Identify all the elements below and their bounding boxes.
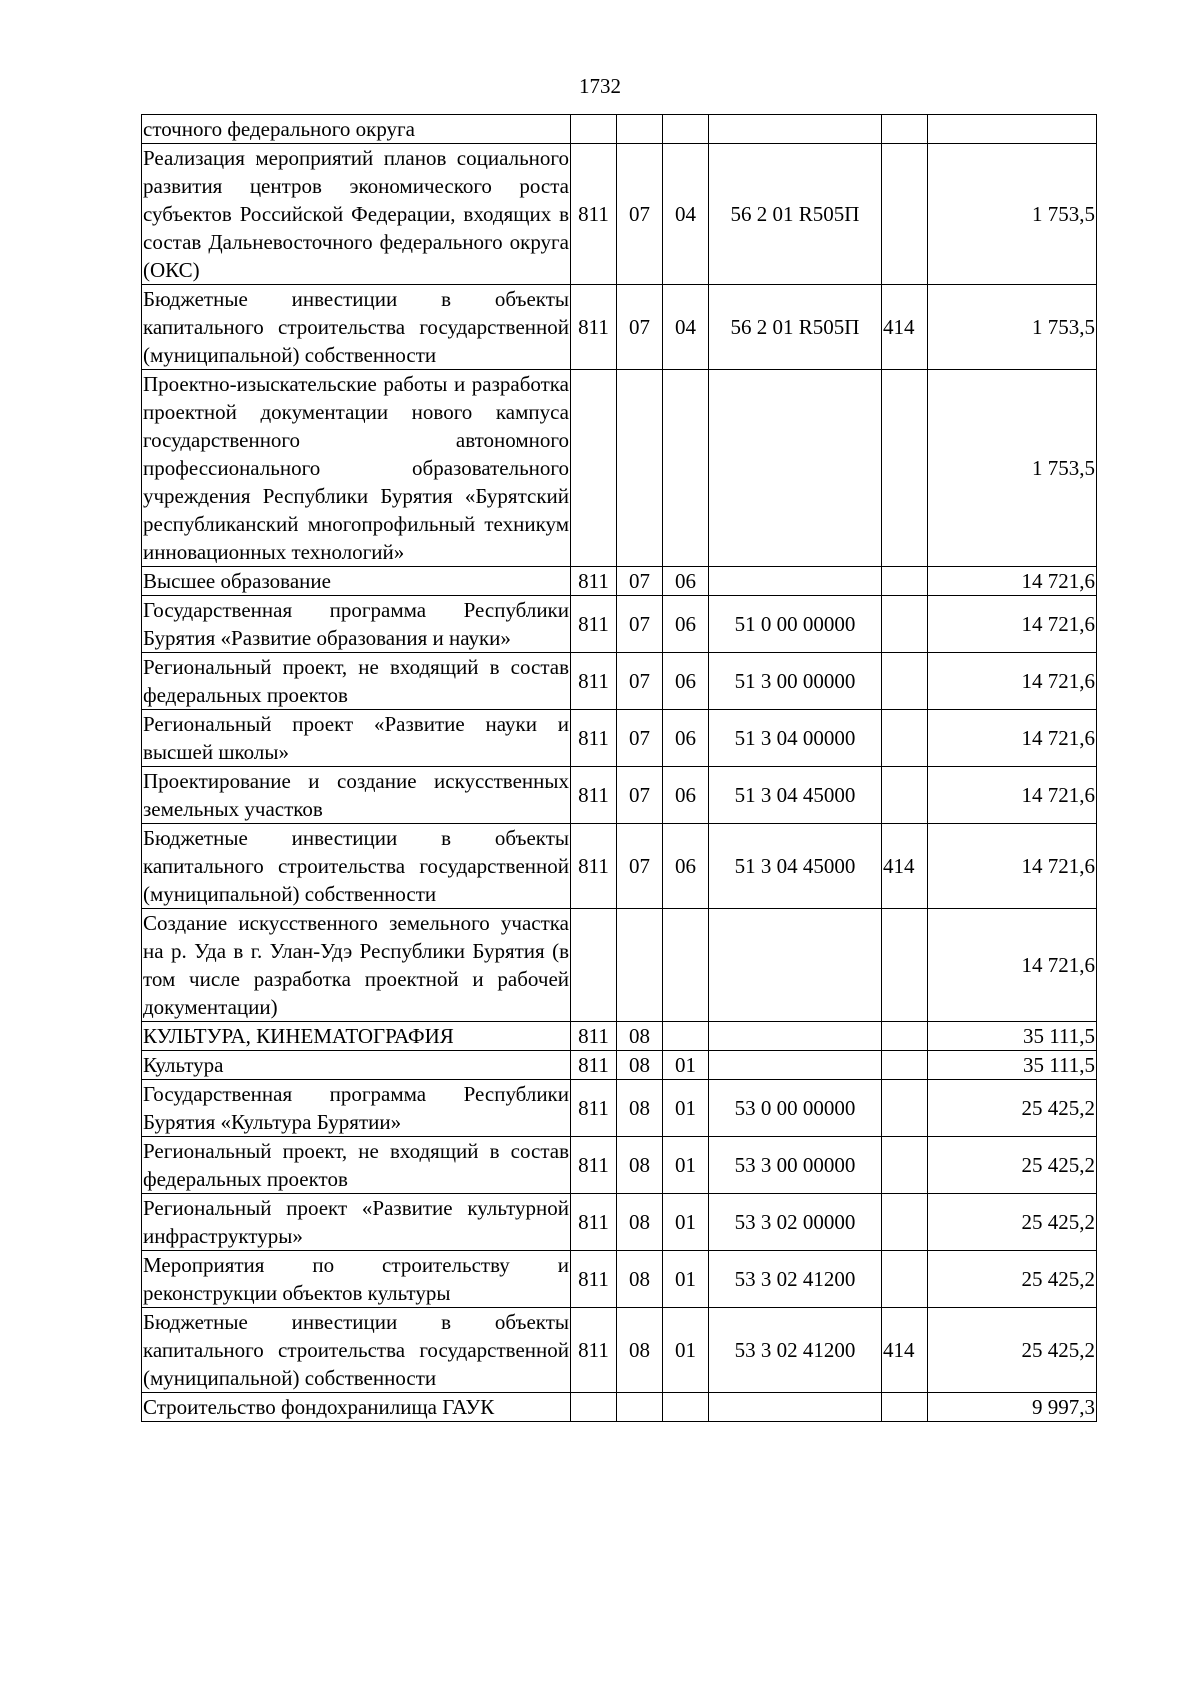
- table-row: [142, 285, 1097, 370]
- row-subsection-cell: 06: [663, 824, 709, 909]
- row-expense-type-cell: [882, 596, 928, 653]
- budget-table: [141, 114, 1097, 1422]
- row-section-cell: 08: [617, 1137, 663, 1194]
- row-amount-cell: [928, 115, 1097, 144]
- row-subsection-cell: 04: [663, 285, 709, 370]
- row-section-cell: [617, 909, 663, 1022]
- row-target-article-cell: [709, 1022, 882, 1051]
- row-subsection-cell: 06: [663, 596, 709, 653]
- row-section-cell: 07: [617, 824, 663, 909]
- page-number: 1732: [579, 74, 621, 98]
- table-row: [142, 710, 1097, 767]
- row-grbs-cell: 811: [571, 1022, 617, 1051]
- row-name-cell: Реализация мероприятий планов социального развития центров экономического роста субъектов Российской Федерации, входящих в состав Дальневосточного федерального округа (ОКС): [142, 144, 571, 285]
- row-section-cell: 08: [617, 1022, 663, 1051]
- row-subsection-cell: 06: [663, 710, 709, 767]
- row-target-article-cell: [709, 115, 882, 144]
- row-expense-type-cell: [882, 1393, 928, 1422]
- row-expense-type-cell: [882, 115, 928, 144]
- row-subsection-cell: 01: [663, 1051, 709, 1080]
- row-amount-cell: 9 997,3: [928, 1393, 1097, 1422]
- row-name-cell: Проектно-изыскательские работы и разработка проектной документации нового кампуса государственного автономного профессионального образовательного учреждения Республики Бурятия «Бурятский республиканский многопрофильный техникум инновационных технологий»: [142, 370, 571, 567]
- row-target-article-cell: [709, 1393, 882, 1422]
- row-subsection-cell: [663, 909, 709, 1022]
- row-section-cell: 07: [617, 653, 663, 710]
- row-target-article-cell: [709, 1051, 882, 1080]
- row-amount-cell: 14 721,6: [928, 653, 1097, 710]
- row-name-cell: Государственная программа Республики Бурятия «Развитие образования и науки»: [142, 596, 571, 653]
- row-name-cell: Региональный проект, не входящий в состав федеральных проектов: [142, 653, 571, 710]
- row-section-cell: 08: [617, 1194, 663, 1251]
- row-target-article-cell: [709, 370, 882, 567]
- table-row: [142, 115, 1097, 144]
- row-name-cell: сточного федерального округа: [142, 115, 571, 144]
- row-grbs-cell: 811: [571, 285, 617, 370]
- row-subsection-cell: 04: [663, 144, 709, 285]
- row-expense-type-cell: [882, 1194, 928, 1251]
- row-name-cell: Региональный проект, не входящий в состав федеральных проектов: [142, 1137, 571, 1194]
- row-target-article-cell: 53 3 02 00000: [709, 1194, 882, 1251]
- table-row: [142, 653, 1097, 710]
- row-name-cell: Бюджетные инвестиции в объекты капитального строительства государственной (муниципальной) собственности: [142, 1308, 571, 1393]
- row-name-cell: Государственная программа Республики Бурятия «Культура Бурятии»: [142, 1080, 571, 1137]
- row-amount-cell: 14 721,6: [928, 909, 1097, 1022]
- row-name-cell: Бюджетные инвестиции в объекты капитального строительства государственной (муниципальной) собственности: [142, 285, 571, 370]
- row-section-cell: 08: [617, 1080, 663, 1137]
- row-section-cell: 07: [617, 144, 663, 285]
- row-grbs-cell: 811: [571, 1194, 617, 1251]
- row-section-cell: 07: [617, 710, 663, 767]
- row-grbs-cell: 811: [571, 1080, 617, 1137]
- row-subsection-cell: 06: [663, 767, 709, 824]
- table-row: [142, 1051, 1097, 1080]
- row-grbs-cell: 811: [571, 767, 617, 824]
- row-expense-type-cell: [882, 1080, 928, 1137]
- row-expense-type-cell: [882, 710, 928, 767]
- row-target-article-cell: 53 3 00 00000: [709, 1137, 882, 1194]
- row-grbs-cell: 811: [571, 1251, 617, 1308]
- row-subsection-cell: 06: [663, 653, 709, 710]
- row-amount-cell: 35 111,5: [928, 1022, 1097, 1051]
- table-row: [142, 909, 1097, 1022]
- row-expense-type-cell: [882, 1137, 928, 1194]
- row-grbs-cell: 811: [571, 653, 617, 710]
- row-target-article-cell: 51 3 04 00000: [709, 710, 882, 767]
- row-amount-cell: 1 753,5: [928, 144, 1097, 285]
- row-subsection-cell: [663, 115, 709, 144]
- row-name-cell: Мероприятия по строительству и реконструкции объектов культуры: [142, 1251, 571, 1308]
- row-grbs-cell: 811: [571, 596, 617, 653]
- row-target-article-cell: 56 2 01 R505П: [709, 285, 882, 370]
- row-grbs-cell: 811: [571, 710, 617, 767]
- row-grbs-cell: [571, 1393, 617, 1422]
- row-grbs-cell: [571, 909, 617, 1022]
- table-row: [142, 144, 1097, 285]
- row-expense-type-cell: 414: [882, 285, 928, 370]
- row-target-article-cell: 51 3 04 45000: [709, 824, 882, 909]
- row-subsection-cell: [663, 1393, 709, 1422]
- row-amount-cell: 25 425,2: [928, 1251, 1097, 1308]
- row-section-cell: 08: [617, 1251, 663, 1308]
- row-expense-type-cell: [882, 1022, 928, 1051]
- row-name-cell: Бюджетные инвестиции в объекты капитального строительства государственной (муниципальной) собственности: [142, 824, 571, 909]
- table-row: [142, 767, 1097, 824]
- row-subsection-cell: 01: [663, 1308, 709, 1393]
- row-grbs-cell: 811: [571, 1308, 617, 1393]
- row-amount-cell: 25 425,2: [928, 1137, 1097, 1194]
- row-amount-cell: 14 721,6: [928, 767, 1097, 824]
- table-row: [142, 567, 1097, 596]
- row-subsection-cell: 01: [663, 1080, 709, 1137]
- row-amount-cell: 14 721,6: [928, 567, 1097, 596]
- row-name-cell: Культура: [142, 1051, 571, 1080]
- row-grbs-cell: 811: [571, 1137, 617, 1194]
- row-subsection-cell: 01: [663, 1137, 709, 1194]
- row-amount-cell: 14 721,6: [928, 596, 1097, 653]
- row-grbs-cell: 811: [571, 1051, 617, 1080]
- row-subsection-cell: 06: [663, 567, 709, 596]
- row-expense-type-cell: [882, 767, 928, 824]
- row-grbs-cell: 811: [571, 567, 617, 596]
- row-expense-type-cell: [882, 144, 928, 285]
- row-section-cell: [617, 370, 663, 567]
- row-section-cell: 07: [617, 567, 663, 596]
- table-row: [142, 1251, 1097, 1308]
- row-subsection-cell: [663, 370, 709, 567]
- row-name-cell: КУЛЬТУРА, КИНЕМАТОГРАФИЯ: [142, 1022, 571, 1051]
- row-target-article-cell: 53 3 02 41200: [709, 1251, 882, 1308]
- row-grbs-cell: 811: [571, 824, 617, 909]
- row-section-cell: 07: [617, 596, 663, 653]
- row-expense-type-cell: [882, 370, 928, 567]
- row-grbs-cell: [571, 370, 617, 567]
- row-amount-cell: 25 425,2: [928, 1194, 1097, 1251]
- row-section-cell: 08: [617, 1308, 663, 1393]
- row-amount-cell: 25 425,2: [928, 1080, 1097, 1137]
- row-section-cell: [617, 1393, 663, 1422]
- row-amount-cell: 14 721,6: [928, 710, 1097, 767]
- row-section-cell: [617, 115, 663, 144]
- row-amount-cell: 25 425,2: [928, 1308, 1097, 1393]
- table-row: [142, 1080, 1097, 1137]
- row-name-cell: Проектирование и создание искусственных земельных участков: [142, 767, 571, 824]
- row-amount-cell: 35 111,5: [928, 1051, 1097, 1080]
- row-amount-cell: 1 753,5: [928, 370, 1097, 567]
- row-subsection-cell: [663, 1022, 709, 1051]
- row-section-cell: 07: [617, 767, 663, 824]
- row-expense-type-cell: 414: [882, 1308, 928, 1393]
- row-target-article-cell: 51 3 00 00000: [709, 653, 882, 710]
- row-expense-type-cell: [882, 1051, 928, 1080]
- row-name-cell: Региональный проект «Развитие культурной инфраструктуры»: [142, 1194, 571, 1251]
- budget-table-body: [142, 115, 1097, 1422]
- row-amount-cell: 1 753,5: [928, 285, 1097, 370]
- row-target-article-cell: 53 3 02 41200: [709, 1308, 882, 1393]
- row-name-cell: Создание искусственного земельного участка на р. Уда в г. Улан-Удэ Республики Бурятия (в том числе разработка проектной и рабочей документации): [142, 909, 571, 1022]
- row-target-article-cell: 53 0 00 00000: [709, 1080, 882, 1137]
- table-row: [142, 1308, 1097, 1393]
- row-target-article-cell: 51 3 04 45000: [709, 767, 882, 824]
- row-expense-type-cell: 414: [882, 824, 928, 909]
- row-target-article-cell: 51 0 00 00000: [709, 596, 882, 653]
- row-expense-type-cell: [882, 909, 928, 1022]
- table-row: [142, 824, 1097, 909]
- row-section-cell: 08: [617, 1051, 663, 1080]
- row-subsection-cell: 01: [663, 1194, 709, 1251]
- row-name-cell: Высшее образование: [142, 567, 571, 596]
- row-name-cell: Региональный проект «Развитие науки и высшей школы»: [142, 710, 571, 767]
- table-row: [142, 1137, 1097, 1194]
- table-row: [142, 1194, 1097, 1251]
- row-target-article-cell: [709, 567, 882, 596]
- row-target-article-cell: 56 2 01 R505П: [709, 144, 882, 285]
- row-expense-type-cell: [882, 1251, 928, 1308]
- row-section-cell: 07: [617, 285, 663, 370]
- row-expense-type-cell: [882, 567, 928, 596]
- row-grbs-cell: [571, 115, 617, 144]
- table-row: [142, 1022, 1097, 1051]
- row-subsection-cell: 01: [663, 1251, 709, 1308]
- table-row: [142, 596, 1097, 653]
- row-target-article-cell: [709, 909, 882, 1022]
- table-row: [142, 1393, 1097, 1422]
- row-amount-cell: 14 721,6: [928, 824, 1097, 909]
- row-expense-type-cell: [882, 653, 928, 710]
- row-name-cell: Строительство фондохранилища ГАУК: [142, 1393, 571, 1422]
- row-grbs-cell: 811: [571, 144, 617, 285]
- table-row: [142, 370, 1097, 567]
